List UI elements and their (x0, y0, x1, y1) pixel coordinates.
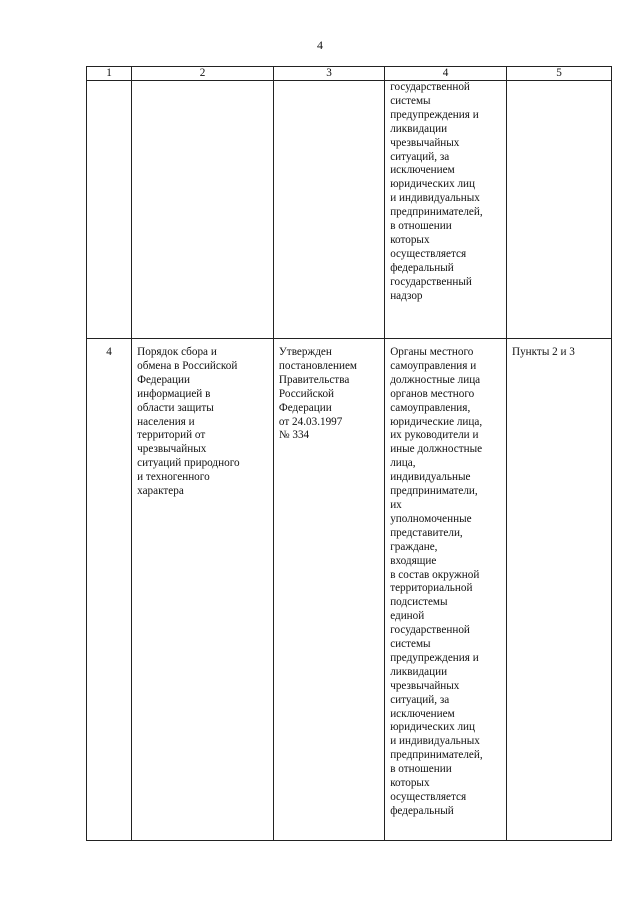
header-col-2: 2 (132, 67, 274, 81)
row2-title-line: ситуаций природного (137, 457, 240, 470)
row2-act-line: Утвержден (278, 346, 332, 358)
page-number: 4 (317, 38, 323, 52)
row2-title-line: населения и (137, 415, 195, 428)
row2-title-line: чрезвычайных (137, 443, 207, 456)
table-row (87, 339, 612, 841)
row1-subjects-line: и индивидуальных (390, 192, 480, 205)
row2-subjects-line: юридических лиц (390, 721, 476, 734)
row1-act-cell (273, 81, 384, 339)
row2-subjects-line: территориальной (390, 582, 473, 595)
row2-subjects-line: их (390, 498, 402, 511)
row2-subjects-line: юридические лица, (390, 415, 483, 428)
row2-subjects-line: которых (390, 777, 430, 790)
requirements-table (86, 66, 612, 841)
row2-subjects-line: исключением (390, 707, 455, 720)
row2-title-line: обмена в Российской (137, 359, 238, 372)
row2-subjects-line: их руководители и (390, 429, 479, 442)
row2-act-line: Российской (278, 387, 335, 400)
row2-subjects-line: предпринимателей, (390, 749, 483, 762)
row1-subjects-line: надзор (390, 289, 423, 302)
row1-subjects-line: предпринимателей, (390, 206, 483, 219)
row2-subjects-line: подсистемы (390, 596, 448, 609)
row1-subjects-line: юридических лиц (390, 178, 476, 191)
row1-subjects-line: ликвидации (390, 122, 448, 135)
row2-subjects-line: должностные лица (390, 373, 481, 386)
row2-subjects-line: уполномоченные (390, 512, 472, 525)
row2-subjects-line: самоуправления и (390, 359, 477, 372)
row2-title-line: информацией в (137, 387, 211, 400)
row2-title-cell (132, 339, 274, 841)
row2-title-line: Федерации (137, 373, 190, 386)
row2-subjects-line: предприниматели, (390, 485, 478, 498)
row2-act-line: Федерации (278, 401, 332, 414)
row1-title-cell (132, 81, 274, 339)
row1-subjects-line: ситуаций, за (390, 150, 450, 163)
row2-subjects-line: единой (390, 610, 425, 623)
row2-number-cell: 4 (87, 339, 132, 841)
row2-subjects-line: чрезвычайных (390, 679, 460, 692)
row2-subjects-line: предупреждения и (390, 651, 479, 664)
row2-title-line: территорий от (137, 429, 206, 442)
row2-subjects-line: осуществляется (390, 791, 467, 803)
row1-clauses-cell (506, 81, 611, 339)
row2-subjects-line: системы (390, 638, 431, 651)
row2-subjects-line: и индивидуальных (390, 735, 480, 748)
row2-subjects-line: ликвидации (390, 665, 448, 678)
row1-number-cell (87, 81, 132, 339)
row1-subjects-line: государственный (390, 275, 472, 288)
header-col-3: 3 (273, 67, 384, 81)
table-row (87, 81, 612, 339)
row2-title-line: и техногенного (137, 471, 210, 484)
row2-act-line: Правительства (278, 373, 350, 386)
row2-subjects-line: органов местного (390, 387, 475, 400)
row1-subjects-line: исключением (390, 164, 455, 177)
row2-subjects-line: иные должностные (390, 443, 483, 456)
row1-subjects-line: федеральный (390, 261, 454, 274)
row1-subjects-line: осуществляется (390, 247, 467, 260)
row2-act-line: постановлением (278, 359, 357, 372)
row1-subjects-line: в отношении (390, 220, 452, 233)
row1-subjects-line: чрезвычайных (390, 136, 460, 149)
row1-subjects-line: системы (390, 94, 431, 107)
row1-subjects-line: которых (390, 233, 430, 246)
row2-subjects-line: представители, (390, 526, 463, 539)
row2-subjects-line: в состав окружной (390, 568, 480, 581)
row2-title-line: области защиты (137, 401, 214, 414)
row2-act-line: от 24.03.1997 (278, 415, 343, 428)
header-row (87, 67, 612, 81)
row2-subjects-cell (385, 339, 507, 841)
row2-subjects-line: лица, (390, 457, 416, 470)
row2-subjects-line: федеральный (390, 804, 454, 817)
row2-subjects-line: входящие (390, 554, 437, 567)
row2-subjects-line: государственной (390, 624, 470, 637)
row2-subjects-line: граждане, (390, 540, 438, 553)
row2-act-cell (273, 339, 384, 841)
row2-subjects-line: Органы местного (390, 346, 474, 358)
row2-title-line: характера (137, 485, 184, 498)
row1-subjects-line: государственной (390, 81, 470, 93)
row1-subjects-cell (385, 81, 507, 339)
row2-clauses-cell: Пункты 2 и 3 (506, 339, 611, 841)
row2-subjects-line: самоуправления, (390, 401, 471, 414)
row2-act-line: № 334 (278, 429, 310, 442)
row1-subjects-line: предупреждения и (390, 108, 479, 121)
header-col-1: 1 (87, 67, 132, 81)
header-col-4: 4 (385, 67, 507, 81)
row2-subjects-line: в отношении (390, 763, 452, 776)
header-col-5: 5 (506, 67, 611, 81)
row2-title-line: Порядок сбора и (137, 346, 217, 358)
row2-subjects-line: индивидуальные (390, 471, 471, 484)
row2-subjects-line: ситуаций, за (390, 693, 450, 706)
